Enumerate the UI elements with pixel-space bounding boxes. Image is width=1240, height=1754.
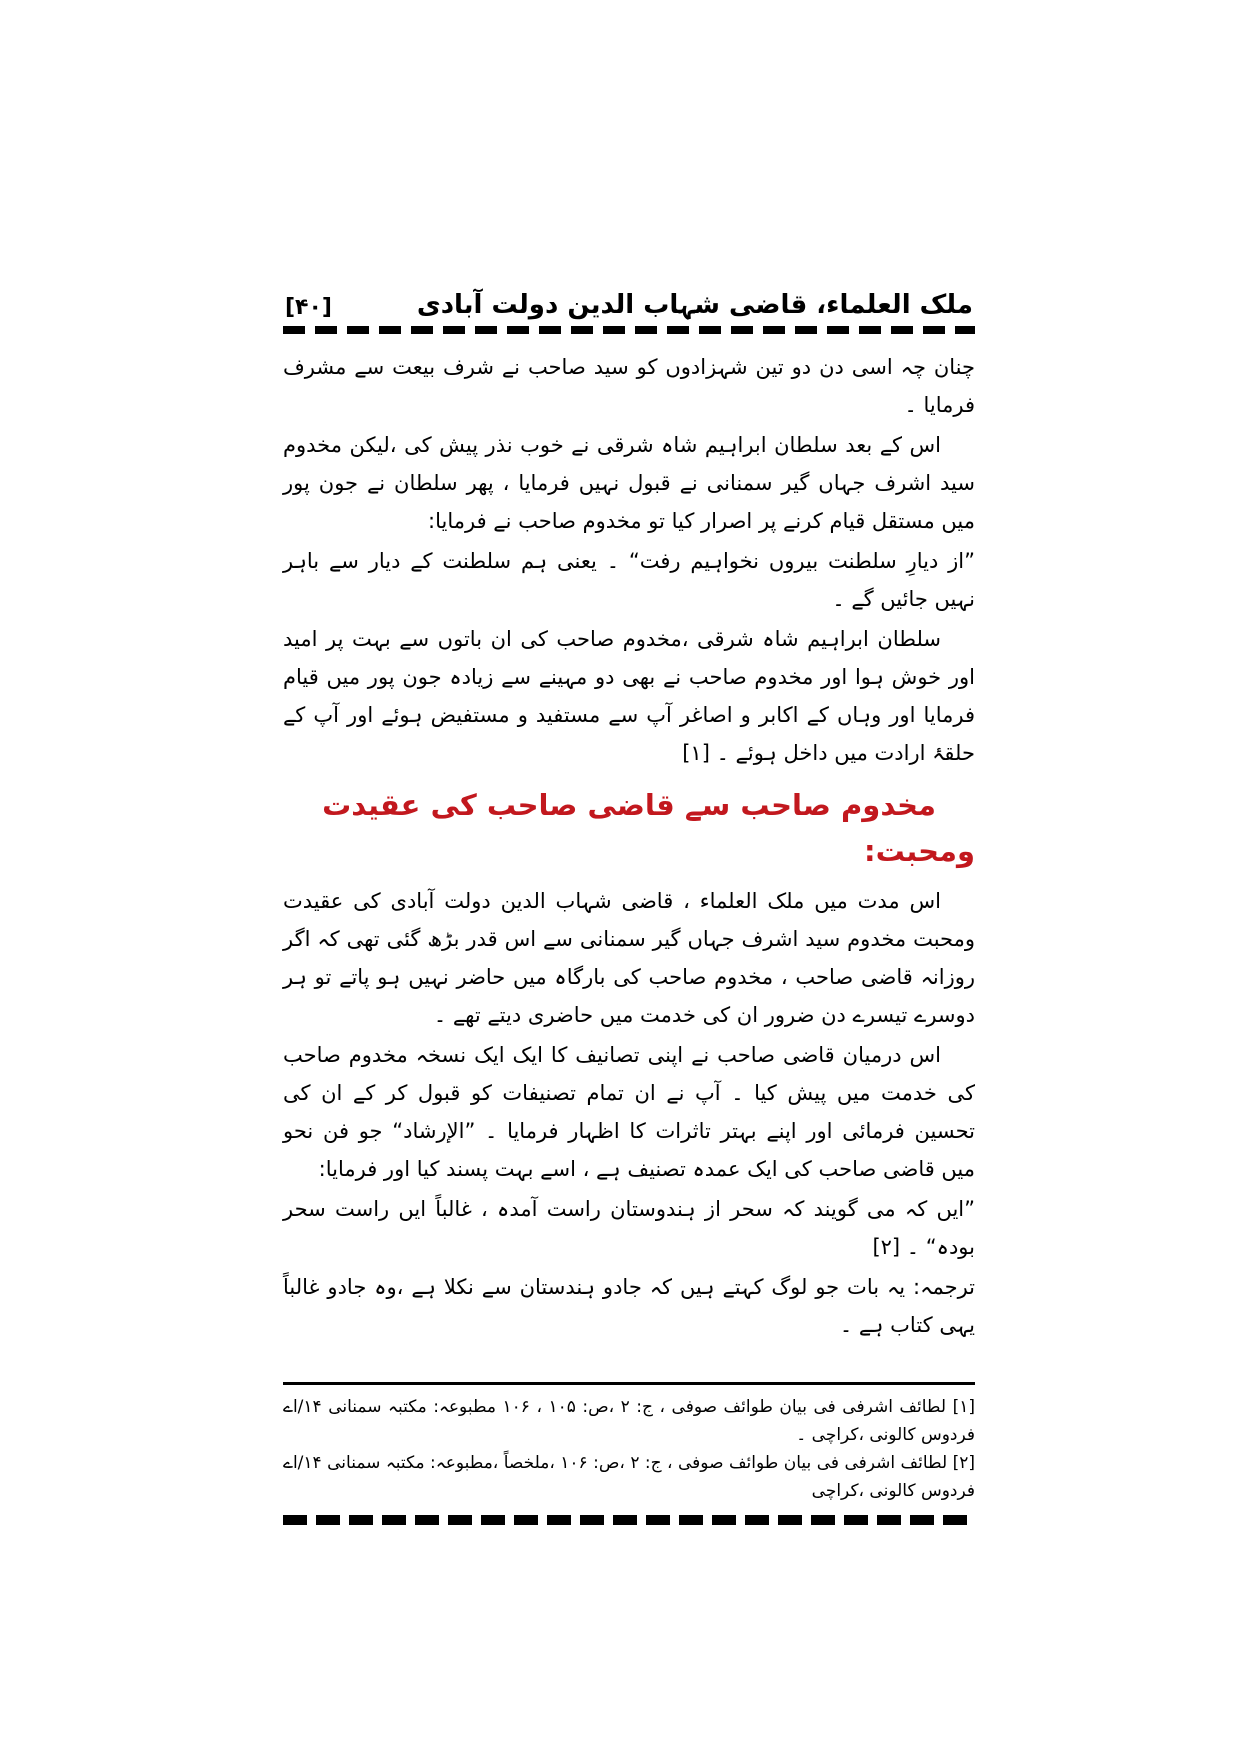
page-header (283, 290, 975, 326)
paragraph: چنان چہ اسی دن دو تین شہزادوں کو سید صاحب نے شرف بیعت سے مشرف فرمایا ۔ (283, 355, 975, 417)
footer-dashed-divider (283, 1515, 975, 1525)
quote-paragraph: ”از دیارِ سلطنت بیروں نخواہیم رفت“ ۔ یعنی ہم سلطنت کے دیار سے باہر نہیں جائیں گے ۔ (283, 549, 975, 611)
paragraph: اس کے بعد سلطان ابراہیم شاہ شرقی نے خوب نذر پیش کی ،لیکن مخدوم سید اشرف جہاں گیر سمنانی نے قبول نہیں فرمایا ، پھر سلطان نے جون پور میں مستقل قیام کرنے پر اصرار کیا تو مخدوم صاحب نے فرمایا: (283, 433, 975, 533)
quote-paragraph: ”ایں کہ می گویند کہ سحر از ہندوستان راست آمدہ ، غالباً ایں راست سحر بودہ“ ۔ [۲] (283, 1197, 975, 1259)
page-number: [۴۰] (285, 295, 332, 320)
section-heading-red: مخدوم صاحب سے قاضی صاحب کی عقیدت ومحبت: (322, 788, 975, 868)
running-title: ملک العلماء، قاضی شہاب الدین دولت آبادی (416, 290, 973, 320)
paragraph: اس مدت میں ملک العلماء ، قاضی شہاب الدین دولت آبادی کی عقیدت ومحبت مخدوم سید اشرف جہاں گیر سمنانی سے اس قدر بڑھ گئی تھی کہ اگر روزانہ قاضی صاحب ، مخدوم صاحب کی بارگاہ میں حاضر نہیں ہو پاتے تو ہر دوسرے تیسرے دن ضرور ان کی خدمت میں حاضری دیتے تھے ۔ (283, 889, 975, 1027)
paragraph: سلطان ابراہیم شاہ شرقی ،مخدوم صاحب کی ان باتوں سے بہت پر امید اور خوش ہوا اور مخدوم صاحب نے بھی دو مہینے سے زیادہ جون پور میں قیام فرمایا اور وہاں کے اکابر و اصاغر آپ سے مستفید و مستفیض ہوئے اور آپ کے حلقۂ ارادت میں داخل ہوئے ۔ [۱] (283, 627, 975, 765)
footnote-1: [۱] لطائف اشرفی فی بیان طوائف صوفی ، ج: ۲ ،ص: ۱۰۵ ، ۱۰۶ مطبوعہ: مکتبہ سمنانی ۱۴/اے فردوس کالونی ،کراچی ۔ (283, 1397, 975, 1445)
footnote-block (283, 1382, 975, 1505)
header-dashed-divider (283, 326, 975, 334)
footnote-2: [۲] لطائف اشرفی فی بیان طوائف صوفی ، ج: ۲ ،ص: ۱۰۶ ،ملخصاً ،مطبوعہ: مکتبہ سمنانی ۱۴/اے فردوس کالونی ،کراچی (283, 1453, 976, 1501)
text-column (283, 290, 975, 1525)
body-text (283, 348, 975, 1344)
paragraph: اس درمیان قاضی صاحب نے اپنی تصانیف کا ایک ایک نسخہ مخدوم صاحب کی خدمت میں پیش کیا ۔ آپ نے ان تمام تصنیفات کو قبول کر کے ان کی تحسین فرمائی اور اپنے بہتر تاثرات کا اظہار فرمایا ۔ ”الإرشاد“ جو فن نحو میں قاضی صاحب کی ایک عمدہ تصنیف ہے ، اسے بہت پسند کیا اور فرمایا: (283, 1043, 975, 1181)
translation-paragraph: ترجمہ: یہ بات جو لوگ کہتے ہیں کہ جادو ہندستان سے نکلا ہے ،وہ جادو غالباً یہی کتاب ہے ۔ (283, 1275, 975, 1337)
